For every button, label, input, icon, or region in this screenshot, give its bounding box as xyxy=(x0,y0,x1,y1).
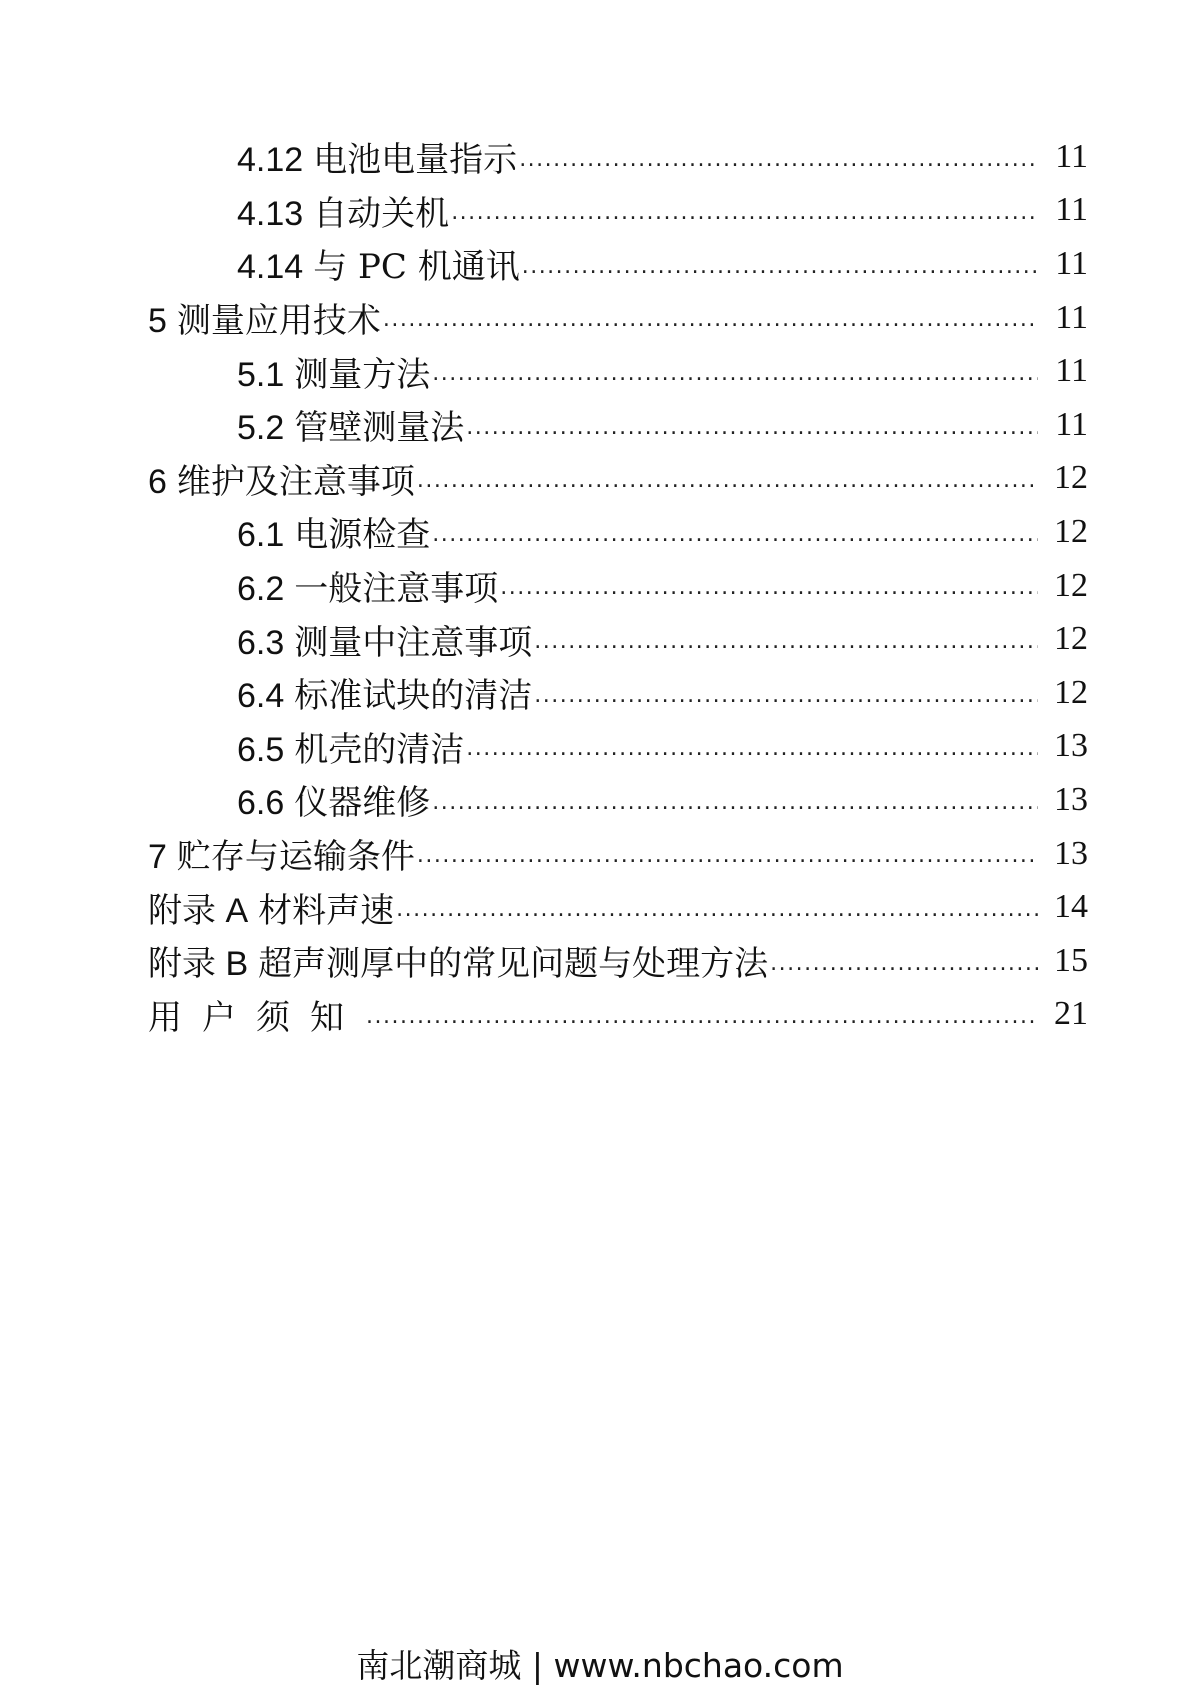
toc-entry-text: 用户须知 xyxy=(148,997,364,1038)
toc-entry[interactable] xyxy=(0,559,1200,613)
toc-entry-text: 管壁测量法 xyxy=(294,408,465,449)
toc-entry-title xyxy=(237,722,464,771)
toc-entry[interactable] xyxy=(0,827,1200,881)
toc-entry-number: 6 xyxy=(148,462,167,501)
toc-entry-text: 贮存与运输条件 xyxy=(176,837,415,878)
toc-entry-page: 12 xyxy=(1054,673,1088,711)
toc-entry-number: 附录 A xyxy=(148,891,249,930)
toc-entry-text: 维护及注意事项 xyxy=(176,461,415,502)
toc-entry-title xyxy=(237,615,532,664)
toc-entry[interactable] xyxy=(0,130,1200,184)
toc-entry-title xyxy=(237,186,449,235)
toc-entry-title xyxy=(237,775,430,824)
toc-entry-number: 6.5 xyxy=(237,730,285,769)
toc-entry-title xyxy=(237,132,517,181)
toc-entry-number: 5 xyxy=(148,302,167,341)
toc-entry-title xyxy=(148,293,381,342)
toc-entry[interactable] xyxy=(0,773,1200,827)
toc-entry[interactable] xyxy=(0,452,1200,506)
toc-entry-page: 11 xyxy=(1055,137,1088,175)
toc-entry-text: 仪器维修 xyxy=(294,783,431,824)
toc-entry-number: 4.14 xyxy=(237,248,304,287)
dot-leader xyxy=(396,892,1038,928)
toc-entry-number: 6.6 xyxy=(237,784,285,823)
toc-entry-text: 与 PC 机通讯 xyxy=(313,247,520,288)
toc-entry-text: 机壳的清洁 xyxy=(294,729,465,770)
dot-leader xyxy=(534,678,1038,714)
toc-entry-page: 11 xyxy=(1055,352,1088,390)
toc-entry-number: 5.1 xyxy=(237,355,285,394)
toc-entry-title xyxy=(237,668,532,717)
dot-leader xyxy=(770,946,1038,982)
toc-entry-page: 12 xyxy=(1054,566,1088,604)
toc-entry-page: 12 xyxy=(1054,459,1088,497)
footer-watermark: 南北潮商城 | www.nbchao.com xyxy=(356,1646,844,1685)
toc-entry-title xyxy=(148,454,415,503)
toc-entry-text: 自动关机 xyxy=(313,193,450,234)
toc-entry[interactable] xyxy=(0,237,1200,291)
toc-entry[interactable] xyxy=(0,505,1200,559)
dot-leader xyxy=(417,838,1038,874)
toc-entry-number: 4.13 xyxy=(237,194,304,233)
toc-entry-title xyxy=(237,507,430,556)
dot-leader xyxy=(534,624,1038,660)
toc-entry-title xyxy=(148,829,415,878)
toc-entry-number: 7 xyxy=(148,838,167,877)
toc-entry-title xyxy=(148,990,364,1039)
toc-entry-number: 6.3 xyxy=(237,623,285,662)
toc-entry[interactable] xyxy=(0,184,1200,238)
toc-entry[interactable] xyxy=(0,934,1200,988)
toc-entry-page: 14 xyxy=(1054,888,1088,926)
toc-entry-title xyxy=(237,400,464,449)
toc-entry[interactable] xyxy=(0,344,1200,398)
toc-entry-page: 11 xyxy=(1055,191,1088,229)
toc-entry-number: 6.4 xyxy=(237,677,285,716)
toc-entry-text: 测量方法 xyxy=(294,354,431,395)
toc-entry[interactable] xyxy=(0,880,1200,934)
dot-leader xyxy=(366,999,1038,1035)
toc-entry[interactable] xyxy=(0,291,1200,345)
toc-entry-number: 5.2 xyxy=(237,409,285,448)
toc-entry-text: 一般注意事项 xyxy=(294,569,499,610)
toc-entry-text: 测量中注意事项 xyxy=(294,622,533,663)
toc-entry-page: 11 xyxy=(1055,405,1088,443)
toc-entry-number: 6.1 xyxy=(237,516,285,555)
toc-entry-number: 6.2 xyxy=(237,570,285,609)
toc-entry[interactable] xyxy=(0,612,1200,666)
toc-entry-title xyxy=(148,936,768,985)
toc-entry[interactable] xyxy=(0,720,1200,774)
toc-entry-page: 11 xyxy=(1055,298,1088,336)
dot-leader xyxy=(500,570,1038,606)
toc-entry-number: 4.12 xyxy=(237,141,304,180)
toc-entry[interactable] xyxy=(0,666,1200,720)
toc-entry-page: 12 xyxy=(1054,512,1088,550)
table-of-contents xyxy=(0,130,1200,1041)
toc-entry-page: 15 xyxy=(1054,941,1088,979)
dot-leader xyxy=(432,356,1038,392)
toc-entry-title xyxy=(237,561,498,610)
toc-entry-page: 12 xyxy=(1054,620,1088,658)
toc-entry-title xyxy=(237,347,430,396)
dot-leader xyxy=(451,195,1038,231)
toc-entry-page: 21 xyxy=(1054,995,1088,1033)
dot-leader xyxy=(432,517,1038,553)
toc-entry-page: 13 xyxy=(1054,727,1088,765)
dot-leader xyxy=(417,463,1038,499)
toc-entry-text: 测量应用技术 xyxy=(176,301,381,342)
toc-entry-page: 13 xyxy=(1054,780,1088,818)
toc-entry-text: 电池电量指示 xyxy=(313,140,518,181)
dot-leader xyxy=(432,785,1038,821)
dot-leader xyxy=(383,302,1038,338)
toc-entry[interactable] xyxy=(0,398,1200,452)
dot-leader xyxy=(522,249,1038,285)
toc-entry-title xyxy=(148,883,394,932)
dot-leader xyxy=(519,142,1038,178)
toc-entry-title xyxy=(237,239,520,288)
toc-entry-text: 超声测厚中的常见问题与处理方法 xyxy=(258,944,769,985)
toc-entry-number: 附录 B xyxy=(148,945,249,984)
dot-leader xyxy=(466,731,1038,767)
toc-entry-text: 标准试块的清洁 xyxy=(294,676,533,717)
toc-entry-text: 材料声速 xyxy=(258,890,395,931)
toc-entry-page: 13 xyxy=(1054,834,1088,872)
toc-entry-page: 11 xyxy=(1055,244,1088,282)
dot-leader xyxy=(466,410,1038,446)
toc-entry-text: 电源检查 xyxy=(294,515,431,556)
toc-entry[interactable] xyxy=(0,988,1200,1042)
